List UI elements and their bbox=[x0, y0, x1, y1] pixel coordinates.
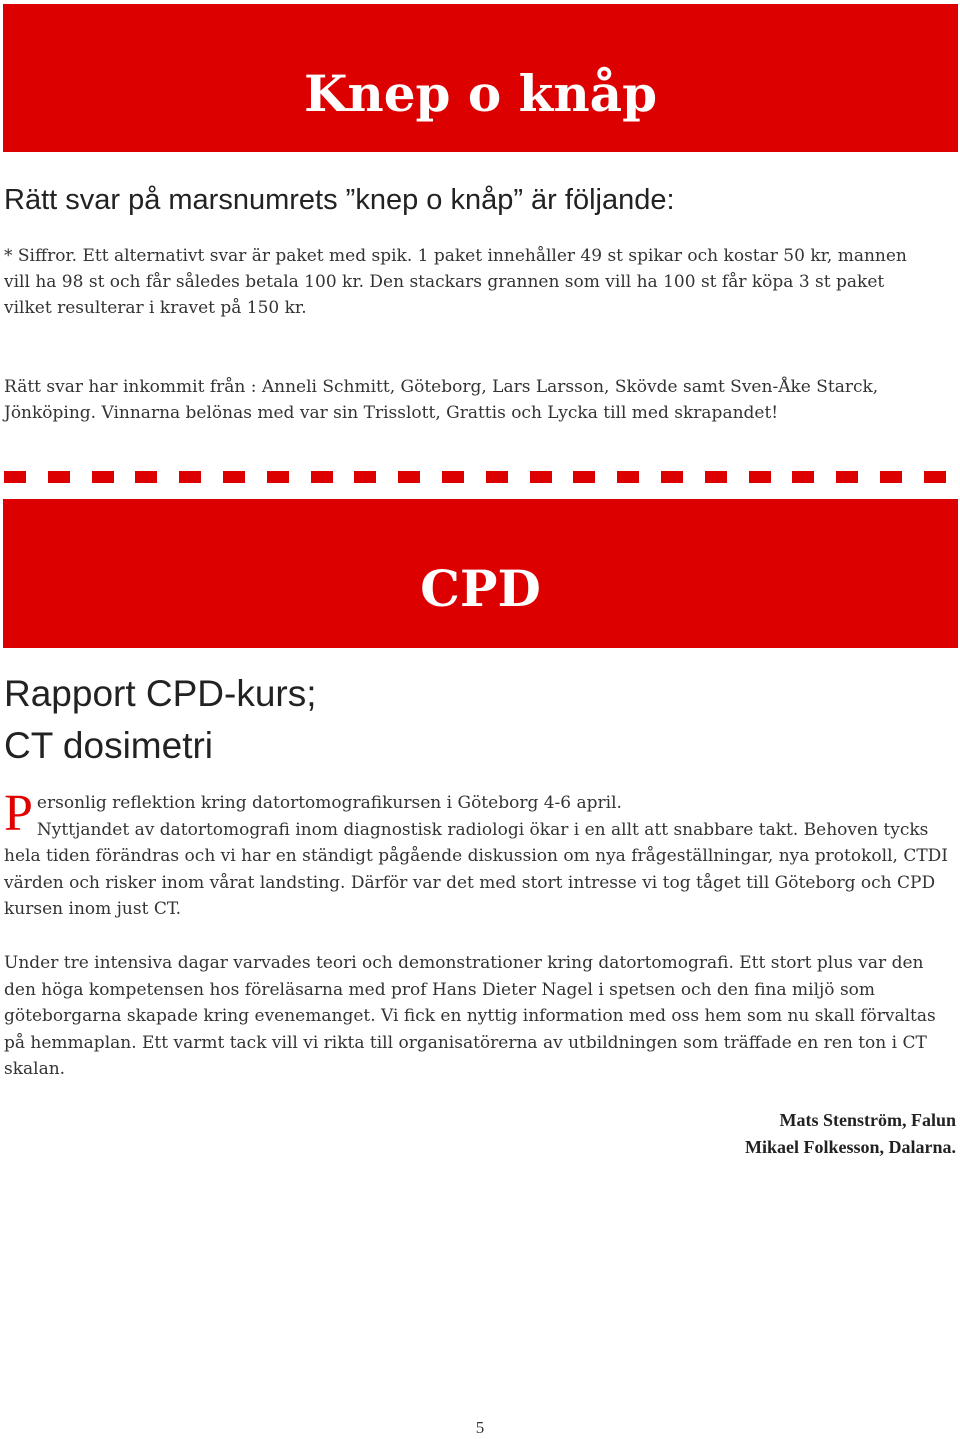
divider-dash bbox=[486, 471, 508, 483]
divider-dash bbox=[442, 471, 464, 483]
divider-dash bbox=[661, 471, 683, 483]
page-number: 5 bbox=[475, 1418, 485, 1437]
divider-dash bbox=[924, 471, 946, 483]
divider-dash bbox=[573, 471, 595, 483]
answer-paragraph: * Siffror. Ett alternativt svar är paket med spik. 1 paket innehåller 49 st spikar och kostar 50 kr, mannen vill ha 98 st och får således betala 100 kr. Den stackars grannen som vill ha 100 st får köpa 3 st paket vilket resulterar i kravet på 150 kr. bbox=[4, 246, 907, 318]
divider-dash bbox=[92, 471, 114, 483]
divider-dash bbox=[179, 471, 201, 483]
signature-2: Mikael Folkesson, Dalarna. bbox=[744, 1137, 956, 1157]
divider-dash bbox=[530, 471, 552, 483]
article-intro bbox=[4, 785, 949, 923]
divider-dash bbox=[398, 471, 420, 483]
intro-body: Nyttjandet av datortomografi inom diagnostisk radiologi ökar i en allt att snabbare takt. Behoven tycks hela tiden förändras och vi har en ständigt pågående diskussion om nya frågeställningar, nya protokoll, CTDI värden och risker inom vårat landsting. Därför var det med stort intresse vi tog tåget till Göteborg och CPD kursen inom just CT. bbox=[4, 819, 949, 919]
divider-dash bbox=[267, 471, 289, 483]
knep-banner-title: Knep o knåp bbox=[303, 64, 658, 123]
cpd-banner-title: CPD bbox=[420, 559, 541, 618]
divider-dash bbox=[617, 471, 639, 483]
dashed-divider bbox=[0, 471, 960, 483]
divider-dash bbox=[223, 471, 245, 483]
article-title bbox=[4, 668, 317, 772]
article-title-line2: CT dosimetri bbox=[4, 725, 214, 766]
divider-dash bbox=[354, 471, 376, 483]
divider-dash bbox=[705, 471, 727, 483]
article-paragraph-2: Under tre intensiva dagar varvades teori och demonstrationer kring datortomografi. Ett stort plus var den den höga kompetensen hos föreläsarna med prof Hans Dieter Nagel i spetsen och den fina miljö som göteborgarna skapade kring evenemanget. Vi fick en nyttig information med oss hem som nu skall förvaltas på hemmaplan. Ett varmt tack vill vi rikta till organisatörerna av utbildningen som träffade en ren ton i CT skalan. bbox=[4, 953, 936, 1079]
divider-dash bbox=[749, 471, 771, 483]
divider-dash bbox=[880, 471, 902, 483]
intro-lead: ersonlig reflektion kring datortomografikursen i Göteborg 4-6 april. bbox=[36, 793, 622, 813]
divider-dash bbox=[48, 471, 70, 483]
divider-dash bbox=[836, 471, 858, 483]
cpd-banner bbox=[3, 499, 958, 648]
divider-dash bbox=[311, 471, 333, 483]
article-title-line1: Rapport CPD-kurs; bbox=[4, 673, 317, 714]
answer-heading: Rätt svar på marsnumrets ”knep o knåp” är följande: bbox=[4, 184, 675, 216]
divider-dash bbox=[135, 471, 157, 483]
drop-cap: P bbox=[4, 785, 33, 842]
divider-dash bbox=[792, 471, 814, 483]
knep-banner bbox=[3, 4, 958, 152]
divider-dash bbox=[4, 471, 26, 483]
signature-1: Mats Stenström, Falun bbox=[779, 1110, 956, 1130]
winners-paragraph: Rätt svar har inkommit från : Anneli Schmitt, Göteborg, Lars Larsson, Skövde samt Sven-Åke Starck, Jönköping. Vinnarna belönas med var sin Trisslott, Grattis och Lycka till med skrapandet! bbox=[4, 377, 879, 423]
